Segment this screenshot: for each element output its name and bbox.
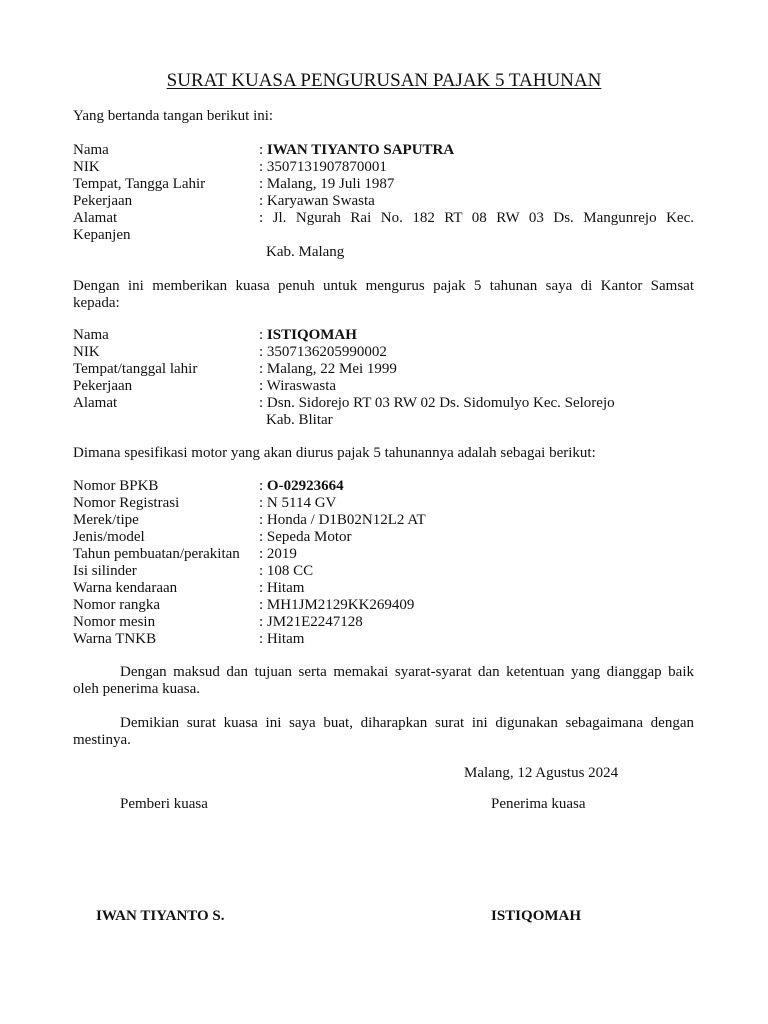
pemberi-alamat-line2: Kepanjen: [73, 227, 131, 243]
penerima-nik-label: NIK: [73, 344, 100, 360]
penerima-alamat-line1: : Dsn. Sidorejo RT 03 RW 02 Ds. Sidomulyo Kec. Selorejo: [259, 395, 615, 411]
motor-label: Nomor Registrasi: [73, 495, 180, 511]
penerima-pekerjaan-value: : Wiraswasta: [259, 378, 337, 394]
pemberi-pekerjaan-row: [73, 193, 694, 210]
demikian-paragraph: [73, 715, 694, 749]
spesifikasi-intro: Dimana spesifikasi motor yang akan diurus pajak 5 tahunannya adalah sebagai berikut:: [73, 445, 596, 461]
motor-row: [73, 546, 694, 563]
demikian-paragraph-line1: Demikian surat kuasa ini saya buat, diharapkan surat ini digunakan sebagaimana dengan: [120, 715, 694, 731]
pemberi-ttl-label: Tempat, Tangga Lahir: [73, 176, 206, 192]
document-title: SURAT KUASA PENGURUSAN PAJAK 5 TAHUNAN: [166, 70, 602, 91]
motor-label: Jenis/model: [73, 529, 145, 545]
motor-label: Nomor rangka: [73, 597, 161, 613]
penerima-nama-value: ISTIQOMAH: [266, 327, 357, 343]
penerima-nama-row: [73, 327, 694, 344]
pemberi-signature-name: IWAN TIYANTO S.: [96, 908, 225, 924]
penerima-kuasa-label: Penerima kuasa: [491, 796, 586, 812]
pemberi-pekerjaan-label: Pekerjaan: [73, 193, 133, 209]
motor-value: : N 5114 GV: [259, 495, 337, 511]
pemberi-nama-value: IWAN TIYANTO SAPUTRA: [266, 142, 455, 158]
motor-value: : Hitam: [259, 580, 305, 596]
penerima-nama-label: Nama: [73, 327, 109, 343]
motor-label: Merek/tipe: [73, 512, 139, 528]
penerima-pekerjaan-label: Pekerjaan: [73, 378, 133, 394]
pemberi-nama-row: [73, 142, 694, 159]
penerima-nama-value-wrap: : ISTIQOMAH: [259, 327, 357, 343]
pemberi-nik-label: NIK: [73, 159, 100, 175]
pemberi-nik-row: [73, 159, 694, 176]
pemberi-ttl-value: : Malang, 19 Juli 1987: [259, 176, 395, 192]
motor-label: Nomor mesin: [73, 614, 156, 630]
pemberi-nama-label: Nama: [73, 142, 109, 158]
motor-row: [73, 478, 694, 495]
motor-value: : 108 CC: [259, 563, 314, 579]
maksud-paragraph-line1: Dengan maksud dan tujuan serta memakai syarat-syarat dan ketentuan yang dianggap baik: [120, 664, 694, 680]
maksud-paragraph-line2: oleh penerima kuasa.: [73, 681, 201, 697]
motor-value: : Hitam: [259, 631, 305, 647]
penerima-alamat-row: [73, 395, 694, 412]
pemberi-nik-value: : 3507131907870001: [259, 159, 387, 175]
penerima-ttl-label: Tempat/tanggal lahir: [73, 361, 198, 377]
kuasa-paragraph: [73, 278, 694, 312]
motor-value: : JM21E2247128: [259, 614, 363, 630]
motor-label: Tahun pembuatan/perakitan: [73, 546, 240, 562]
motor-row: [73, 631, 694, 648]
motor-label: Warna TNKB: [73, 631, 157, 647]
penerima-signature-name: ISTIQOMAH: [491, 908, 582, 924]
motor-row: [73, 512, 694, 529]
motor-value: : Sepeda Motor: [259, 529, 352, 545]
kuasa-paragraph-line2: kepada:: [73, 295, 120, 311]
pemberi-alamat-label: Alamat: [73, 210, 118, 226]
intro-text: Yang bertanda tangan berikut ini:: [73, 108, 274, 124]
motor-value: : MH1JM2129KK269409: [259, 597, 415, 613]
penerima-nik-row: [73, 344, 694, 361]
motor-label: Isi silinder: [73, 563, 137, 579]
maksud-paragraph: [73, 664, 694, 698]
penerima-nik-value: : 3507136205990002: [259, 344, 387, 360]
motor-row: [73, 529, 694, 546]
penerima-alamat-label: Alamat: [73, 395, 118, 411]
motor-row: [73, 495, 694, 512]
motor-value: : O-02923664: [259, 478, 344, 494]
motor-row: [73, 597, 694, 614]
pemberi-alamat-row: [73, 210, 694, 227]
penerima-alamat-line2: Kab. Blitar: [266, 412, 333, 428]
pemberi-alamat-line1: : Jl. Ngurah Rai No. 182 RT 08 RW 03 Ds. Mangunrejo Kec.: [259, 210, 694, 226]
pemberi-nama-value-wrap: : IWAN TIYANTO SAPUTRA: [259, 142, 455, 158]
motor-label: Nomor BPKB: [73, 478, 159, 494]
kuasa-paragraph-line1: Dengan ini memberikan kuasa penuh untuk mengurus pajak 5 tahunan saya di Kantor Samsat: [73, 278, 694, 294]
pemberi-pekerjaan-value: : Karyawan Swasta: [259, 193, 375, 209]
motor-value: : Honda / D1B02N12L2 AT: [259, 512, 426, 528]
motor-label: Warna kendaraan: [73, 580, 178, 596]
pemberi-alamat-line3: Kab. Malang: [266, 244, 345, 260]
penerima-pekerjaan-row: [73, 378, 694, 395]
motor-row: [73, 563, 694, 580]
motor-row: [73, 614, 694, 631]
bpkb-number: O-02923664: [266, 478, 344, 494]
motor-value: : 2019: [259, 546, 297, 562]
pemberi-ttl-row: [73, 176, 694, 193]
penerima-ttl-row: [73, 361, 694, 378]
place-date: Malang, 12 Agustus 2024: [464, 765, 619, 781]
pemberi-kuasa-label: Pemberi kuasa: [120, 796, 208, 812]
penerima-ttl-value: : Malang, 22 Mei 1999: [259, 361, 397, 377]
demikian-paragraph-line2: mestinya.: [73, 732, 131, 748]
motor-row: [73, 580, 694, 597]
